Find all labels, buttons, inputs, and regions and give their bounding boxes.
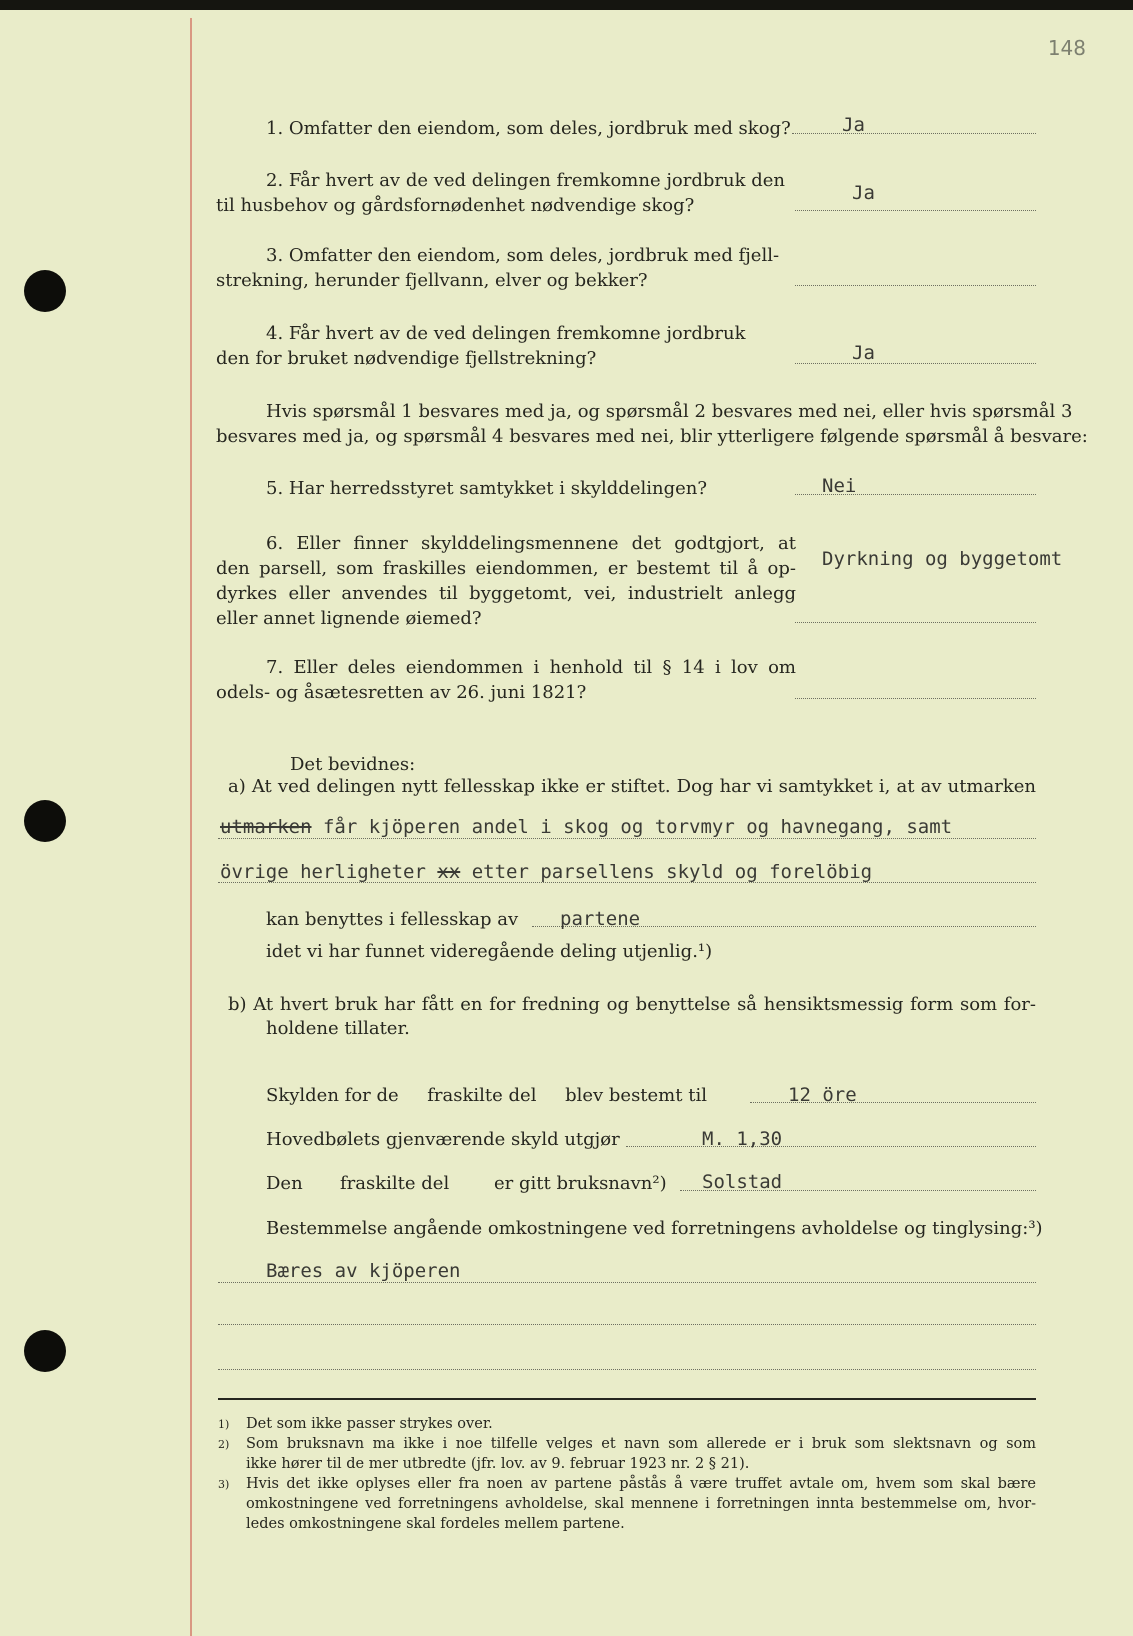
bestemmelse-dots-1 <box>218 1282 1036 1283</box>
bestemmelse-dots-3 <box>218 1369 1036 1370</box>
skyld-value: 12 öre <box>788 1084 857 1106</box>
answer-4: Ja <box>852 342 875 364</box>
answer-5: Nei <box>822 475 857 497</box>
punch-hole-bottom <box>24 1330 66 1372</box>
typed-text-1: får kjöperen andel i skog og torvmyr og havnegang, samt <box>322 816 953 838</box>
question-2-line-2: til husbehov og gårdsfornødenhet nødvendige skog? <box>216 195 695 216</box>
footnote-1-mark: 1) <box>218 1418 230 1431</box>
bevidnes-heading: Det bevidnes: <box>290 754 416 775</box>
answer-7-dots <box>795 698 1036 699</box>
bestemmelse-label: Bestemmelse angående omkostningene ved forretningens avholdelse og tinglysing:³) <box>266 1218 1043 1239</box>
question-4-line-2: den for bruket nødvendige fjellstrekning? <box>216 348 597 369</box>
typed-text-2b: etter parsellens skyld og forelöbig <box>471 861 873 883</box>
question-1-line-1: 1. Omfatter den eiendom, som deles, jordbruk med skog? <box>266 118 791 139</box>
question-2-line-1: 2. Får hvert av de ved delingen fremkomne jordbruk den <box>266 170 785 191</box>
footnote-2-line-1: Som bruksnavn ma ikke i noe tilfelle velges et navn som allerede er i bruk som slektsnavn og som <box>246 1436 1036 1452</box>
struck-word-xx: xx <box>437 861 461 883</box>
answer-1-dots <box>792 133 1036 134</box>
hovedbol-dots <box>626 1146 1036 1147</box>
instruction-line-2: besvares med ja, og spørsmål 4 besvares med nei, blir ytterligere følgende spørsmål å besvare: <box>216 426 1088 447</box>
shared-answer: partene <box>560 908 641 930</box>
hovedbol-value: M. 1,30 <box>702 1128 783 1150</box>
question-7-line-2: odels- og åsætesretten av 26. juni 1821? <box>216 682 587 703</box>
question-4-line-1: 4. Får hvert av de ved delingen fremkomne jordbruk <box>266 323 746 344</box>
bevidnes-a-line: a) At ved delingen nytt fellesskap ikke er stiftet. Dog har vi samtykket i, at av utmarken <box>228 776 1036 797</box>
footnote-1-line-1: Det som ikke passer strykes over. <box>246 1416 493 1432</box>
answer-6-dots <box>795 622 1036 623</box>
footnote-3-mark: 3) <box>218 1478 230 1491</box>
hovedbol-label: Hovedbølets gjenværende skyld utgjør <box>266 1129 620 1150</box>
footnote-3-line-2: omkostningene ved forretningens avholdelse, skal mennene i forretningen innta bestemmelse om, hvor- <box>246 1496 1036 1512</box>
question-7-line-1: 7. Eller deles eiendommen i henhold til § 14 i lov om <box>266 657 796 678</box>
bevidnes-b-line-1: b) At hvert bruk har fått en for fredning og benyttelse så hensiktsmessig form som for- <box>228 994 1036 1015</box>
answer-1: Ja <box>842 114 865 136</box>
bruksnavn-label-c: er gitt bruksnavn²) <box>494 1173 667 1194</box>
margin-rule <box>190 18 192 1636</box>
question-6-line-4: eller annet lignende øiemed? <box>216 608 482 629</box>
footnote-3-line-3: ledes omkostningene skal fordeles mellem partene. <box>246 1516 625 1532</box>
scan-top-edge <box>0 0 1133 10</box>
struck-word-utmarken: utmarken <box>220 816 312 838</box>
footnote-rule <box>218 1398 1036 1400</box>
footnote-2-mark: 2) <box>218 1438 230 1451</box>
typed-line-2-dots <box>218 882 1036 883</box>
question-6-line-1: 6. Eller finner skylddelingsmennene det godtgjort, at <box>266 533 796 554</box>
footnote-2-line-2: ikke hører til de mer utbredte (jfr. lov. av 9. februar 1923 nr. 2 § 21). <box>246 1456 750 1472</box>
question-5: 5. Har herredsstyret samtykket i skylddelingen? <box>266 478 707 499</box>
bruksnavn-label-a: Den <box>266 1173 303 1194</box>
bevidnes-a-end: idet vi har funnet videregående deling utjenlig.¹) <box>266 941 713 962</box>
question-3-line-2: strekning, herunder fjellvann, elver og bekker? <box>216 270 648 291</box>
question-6-line-2: den parsell, som fraskilles eiendommen, er bestemt til å op- <box>216 558 796 579</box>
punch-hole-top <box>24 270 66 312</box>
answer-2-dots <box>795 210 1036 211</box>
bestemmelse-dots-2 <box>218 1324 1036 1325</box>
skyld-label-text: Skylden for de fraskilte del blev bestemt til <box>266 1085 707 1106</box>
question-6-line-3: dyrkes eller anvendes til byggetomt, vei, industrielt anlegg <box>216 583 796 604</box>
shared-label: kan benyttes i fellesskap av <box>266 909 519 930</box>
bestemmelse-value: Bæres av kjöperen <box>266 1260 461 1282</box>
answer-3-dots <box>795 285 1036 286</box>
typed-line-1 <box>220 815 952 840</box>
answer-4-dots <box>795 363 1036 364</box>
question-3-line-1: 3. Omfatter den eiendom, som deles, jordbruk med fjell- <box>266 245 780 266</box>
bruksnavn-label-b: fraskilte del <box>340 1173 450 1194</box>
answer-6: Dyrkning og byggetomt <box>822 548 1063 570</box>
instruction-line-1: Hvis spørsmål 1 besvares med ja, og spørsmål 2 besvares med nei, eller hvis spørsmål 3 <box>266 401 1073 422</box>
punch-hole-middle <box>24 800 66 842</box>
bevidnes-b-line-2: holdene tillater. <box>266 1018 410 1039</box>
typed-line-1-dots <box>218 838 1036 839</box>
answer-2: Ja <box>852 182 875 204</box>
typed-text-2a: övrige herligheter <box>220 861 426 883</box>
skyld-label <box>266 1083 707 1108</box>
page-number: 148 <box>1047 36 1086 60</box>
bruksnavn-value: Solstad <box>702 1171 783 1193</box>
footnote-3-line-1: Hvis det ikke oplyses eller fra noen av partene påstås å være truffet avtale om, hvem som skal bære <box>246 1476 1036 1492</box>
